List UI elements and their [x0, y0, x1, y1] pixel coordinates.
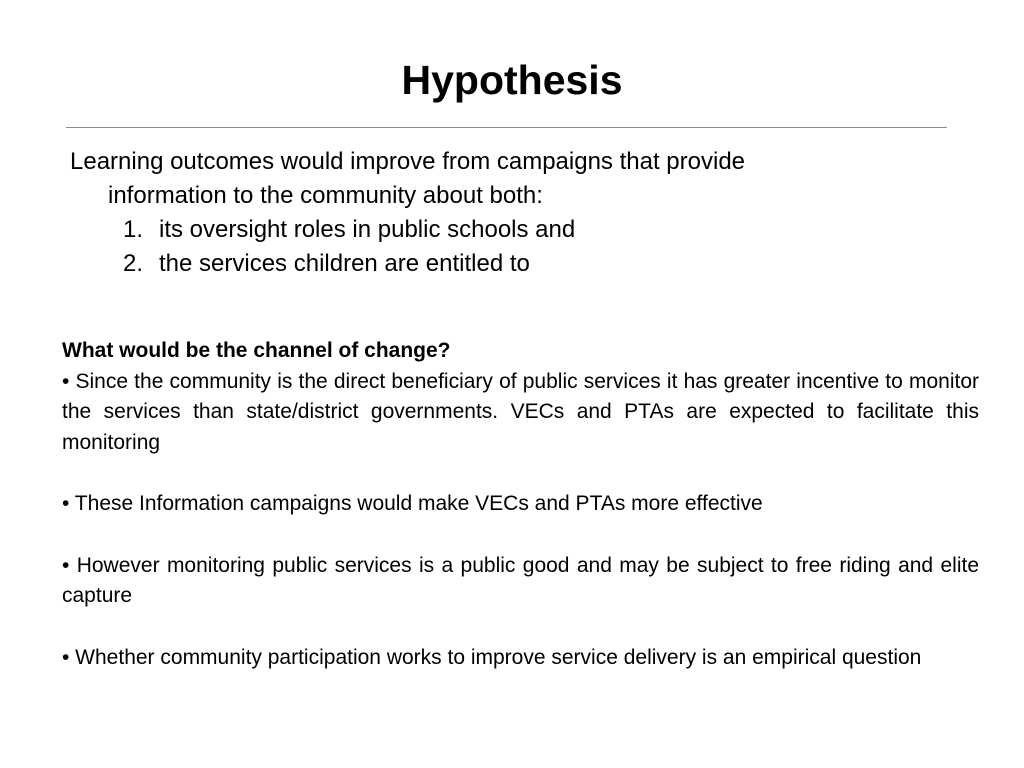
- hypothesis-line-2: information to the community about both:: [108, 182, 543, 209]
- hypothesis-statement: [70, 145, 910, 281]
- hypothesis-list-item: [70, 247, 910, 281]
- list-item-text: the services children are entitled to: [159, 250, 530, 277]
- channel-bullet-1: • Since the community is the direct beneficiary of public services it has greater incentive to monitor the services than state/district governments. VECs and PTAs are expected to facilitate this monitoring: [62, 369, 979, 454]
- channel-bullet-2: • These Information campaigns would make VECs and PTAs more effective: [62, 492, 763, 515]
- slide-title: Hypothesis: [401, 57, 623, 103]
- list-item-text: its oversight roles in public schools and: [159, 216, 576, 243]
- channel-heading: What would be the channel of change?: [62, 339, 451, 362]
- paragraph-spacer: [62, 458, 979, 489]
- channel-bullet-3: • However monitoring public services is a public good and may be subject to free riding and elite capture: [62, 553, 979, 607]
- paragraph-spacer: [62, 520, 979, 551]
- channel-bullet-4: • Whether community participation works to improve service delivery is an empirical question: [62, 645, 922, 669]
- list-item-number: 1.: [123, 216, 144, 243]
- hypothesis-line-1: Learning outcomes would improve from campaigns that provide: [70, 148, 746, 175]
- channel-of-change-section: [62, 336, 979, 673]
- list-item-number: 2.: [123, 250, 144, 277]
- paragraph-spacer: [62, 612, 979, 643]
- hypothesis-list-item: [70, 213, 910, 247]
- hypothesis-list: [70, 213, 910, 281]
- title-divider: [66, 127, 947, 128]
